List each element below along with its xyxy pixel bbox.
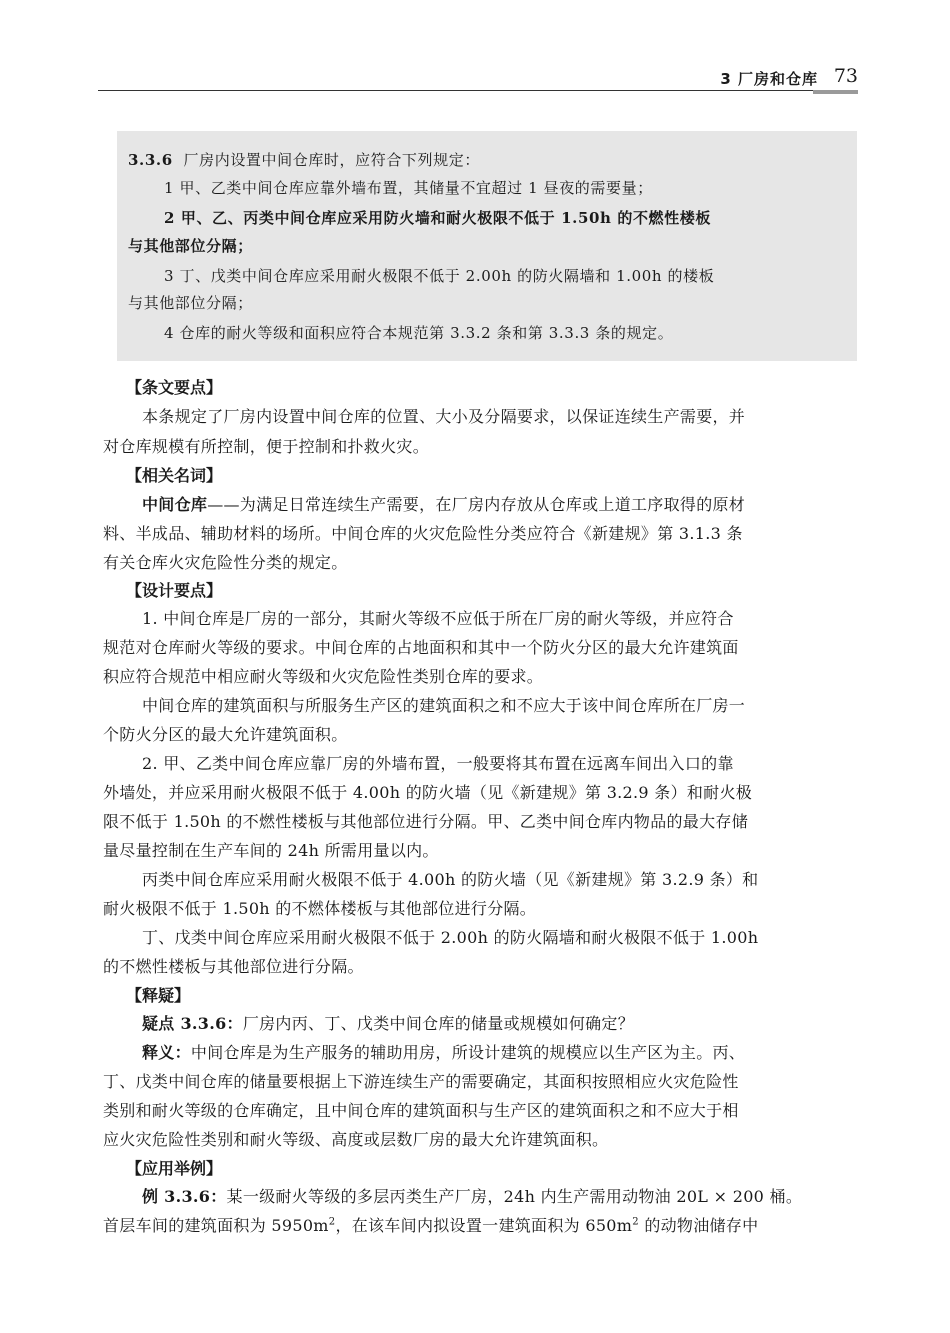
key-points-line-2: 对仓库规模有所控制，便于控制和扑救火灾。 (103, 437, 430, 456)
chapter-title: 3 厂房和仓库 (720, 70, 818, 88)
design-line: 中间仓库的建筑面积与所服务生产区的建筑面积之和不应大于该中间仓库所在厂房一 (142, 696, 746, 715)
superscript: 2 (632, 1216, 639, 1228)
clause-item-3-line2: 与其他部位分隔； (128, 294, 253, 312)
term-name: 中间仓库 (142, 495, 208, 514)
answer-line: 丁、戊类中间仓库的储量要根据上下游连续生产的需要确定，其面积按照相应火灾危险性 (103, 1072, 739, 1091)
design-line: 2. 甲、乙类中间仓库应靠厂房的外墙布置，一般要将其布置在远离车间出入口的靠 (142, 754, 734, 773)
clause-intro-text: 厂房内设置中间仓库时，应符合下列规定： (183, 151, 480, 169)
design-line: 限不低于 1.50h 的不燃性楼板与其他部位进行分隔。甲、乙类中间仓库内物品的最大存储 (103, 812, 749, 831)
clause-item-3-line1: 3 丁、戊类中间仓库应采用耐火极限不低于 2.00h 的防火隔墙和 1.00h 的楼板 (164, 267, 715, 285)
design-line: 外墙处，并应采用耐火极限不低于 4.00h 的防火墙（见《新建规》第 3.2.9 条）和耐火极 (103, 783, 753, 802)
answer-label: 释义： (142, 1043, 191, 1062)
superscript: 2 (328, 1216, 336, 1228)
answer-text-start: 中间仓库是为生产服务的辅助用房，所设计建筑的规模应以生产区为主。丙、 (190, 1043, 746, 1062)
example-heading: 【应用举例】 (126, 1159, 223, 1178)
doubt-text: 厂房内丙、丁、戊类中间仓库的储量或规模如何确定？ (242, 1014, 635, 1033)
example-text-start: 某一级耐火等级的多层丙类生产厂房，24h 内生产需用动物油 20L × 200 桶。 (226, 1187, 803, 1206)
design-line: 1. 中间仓库是厂房的一部分，其耐火等级不应低于所在厂房的耐火等级，并应符合 (142, 609, 734, 628)
clause-number: 3.3.6 (128, 151, 173, 169)
design-line: 丙类中间仓库应采用耐火极限不低于 4.00h 的防火墙（见《新建规》第 3.2.9 条）和 (142, 870, 759, 889)
example-line-2 (103, 1215, 758, 1237)
example-text-c: 的动物油储存中 (638, 1216, 759, 1235)
design-heading: 【设计要点】 (126, 581, 223, 600)
term-line-3: 有关仓库火灾危险性分类的规定。 (103, 553, 348, 572)
key-points-line-1: 本条规定了厂房内设置中间仓库的位置、大小及分隔要求，以保证连续生产需要，并 (142, 407, 746, 426)
answer-line-1 (142, 1042, 745, 1064)
design-line: 丁、戊类中间仓库应采用耐火极限不低于 2.00h 的防火隔墙和耐火极限不低于 1.00h (142, 928, 759, 947)
header-rule (98, 90, 858, 91)
design-line: 的不燃性楼板与其他部位进行分隔。 (103, 957, 364, 976)
design-line: 个防火分区的最大允许建筑面积。 (103, 725, 348, 744)
clause-item-2-line2: 与其他部位分隔； (128, 237, 253, 255)
clause-item-1: 1 甲、乙类中间仓库应靠外墙布置，其储量不宜超过 1 昼夜的需要量； (164, 179, 653, 197)
terms-heading: 【相关名词】 (126, 466, 223, 485)
term-definition-start: ——为满足日常连续生产需要，在厂房内存放从仓库或上道工序取得的原材 (207, 495, 746, 514)
term-line-1 (142, 494, 745, 516)
doubt-heading: 【释疑】 (126, 986, 191, 1005)
example-text-a: 首层车间的建筑面积为 5950m (103, 1216, 329, 1235)
example-label: 例 3.3.6： (142, 1187, 227, 1206)
term-line-2: 料、半成品、辅助材料的场所。中间仓库的火灾危险性分类应符合《新建规》第 3.1.3 条 (103, 524, 743, 543)
answer-line: 应火灾危险性类别和耐火等级、高度或层数厂房的最大允许建筑面积。 (103, 1130, 609, 1149)
page-number: 73 (833, 65, 858, 87)
clause-item-4: 4 仓库的耐火等级和面积应符合本规范第 3.3.2 条和第 3.3.3 条的规定。 (164, 324, 674, 342)
header-accent-bar (813, 90, 858, 94)
clause-item-2-line1: 2 甲、乙、丙类中间仓库应采用防火墙和耐火极限不低于 1.50h 的不燃性楼板 (164, 209, 711, 227)
design-line: 耐火极限不低于 1.50h 的不燃体楼板与其他部位进行分隔。 (103, 899, 537, 918)
clause-intro (128, 150, 480, 170)
doubt-label: 疑点 3.3.6： (142, 1014, 243, 1033)
page-header (98, 62, 858, 92)
design-line: 积应符合规范中相应耐火等级和火灾危险性类别仓库的要求。 (103, 667, 544, 686)
example-line-1 (142, 1186, 802, 1208)
design-line: 量尽量控制在生产车间的 24h 所需用量以内。 (103, 841, 439, 860)
doubt-question (142, 1013, 634, 1035)
design-line: 规范对仓库耐火等级的要求。中间仓库的占地面积和其中一个防火分区的最大允许建筑面 (103, 638, 739, 657)
answer-line: 类别和耐火等级的仓库确定，且中间仓库的建筑面积与生产区的建筑面积之和不应大于相 (103, 1101, 739, 1120)
example-text-b: ，在该车间内拟设置一建筑面积为 650m (335, 1216, 633, 1235)
key-points-heading: 【条文要点】 (126, 378, 223, 397)
